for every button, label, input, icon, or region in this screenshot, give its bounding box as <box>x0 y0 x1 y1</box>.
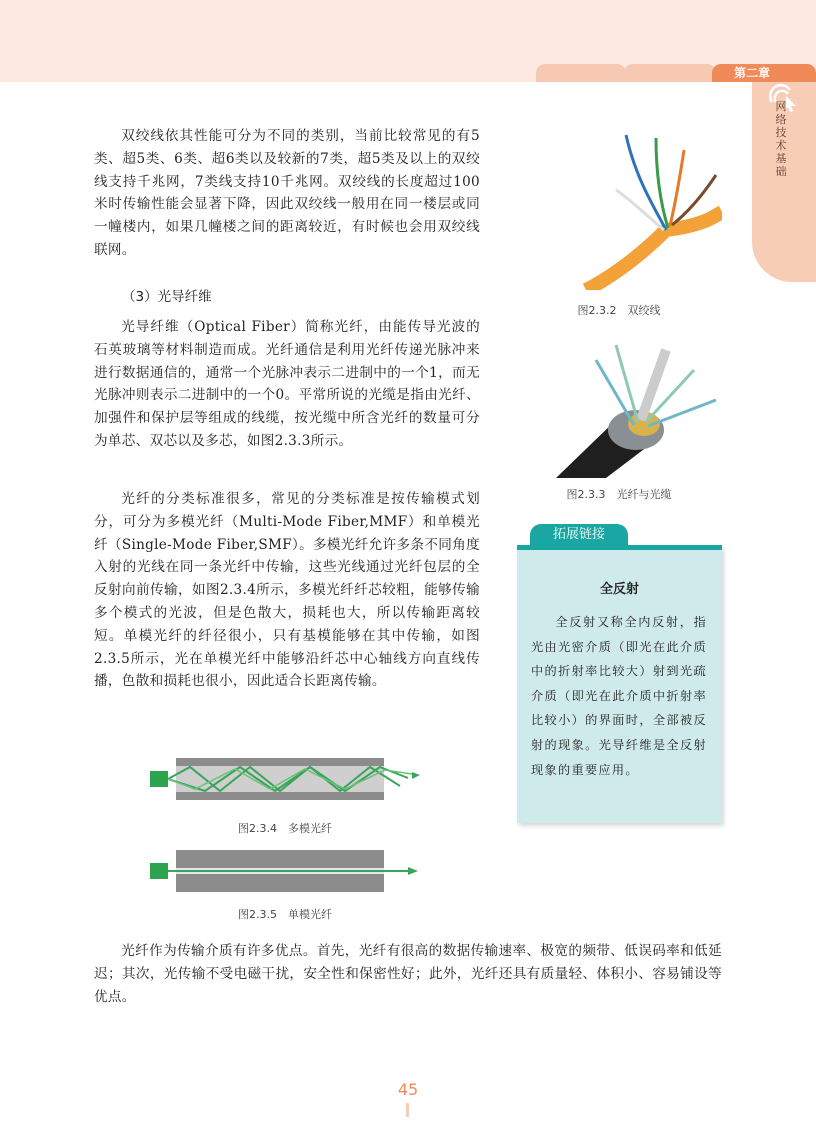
paragraph-twisted-pair <box>94 125 480 262</box>
singlemode-fiber-illustration <box>150 850 420 892</box>
side-chapter-title: 网络技术基础 <box>775 100 787 178</box>
extension-body: 全反射又称全内反射，指光由光密介质（即光在此介质中的折射率比较大）射到光疏介质（即光在此介质中折射率比较小）的界面时，全部被反射的现象。光导纤维是全反射现象的重要应用。 <box>531 615 707 777</box>
extension-link-tab: 拓展链接 <box>530 524 628 546</box>
multimode-fiber-diagram <box>150 756 420 802</box>
fiber-cable-illustration <box>516 330 722 478</box>
twisted-pair-photo <box>516 130 722 290</box>
figure-caption-2-3-3: 图2.3.3 光纤与光缆 <box>566 488 672 501</box>
multimode-fiber-illustration <box>150 756 420 802</box>
chapter-tab-current: 第二章 <box>712 64 816 82</box>
paragraph-fiber-types <box>94 488 480 693</box>
paragraph-text: 光导纤维（Optical Fiber）简称光纤，由能传导光波的石英玻璃等材料制造而成。光纤通信是利用光纤传递光脉冲来进行数据通信的，通常一个光脉冲表示二进制中的一个1，而无光脉冲则表示二进制中的一个0。平常所说的光缆是指由光纤、加强件和保护层等组成的线缆，按光缆中所含光纤的数量可分为单芯、双芯以及多芯，如图2.3.3所示。 <box>94 319 480 449</box>
figure-caption-2-3-4: 图2.3.4 多模光纤 <box>238 822 332 835</box>
figure-caption-2-3-2: 图2.3.2 双绞线 <box>577 304 661 317</box>
figure-caption-2-3-5: 图2.3.5 单模光纤 <box>238 908 332 921</box>
paragraph-text: 光纤的分类标准很多，常见的分类标准是按传输模式划分，可分为多模光纤（Multi-Mode Fiber,MMF）和单模光纤（Single-Mode Fiber,SMF）。多模光纤允许多条不同角度入射的光线在同一条光纤中传输，这些光线通过光纤包层的全反射向前传输，如图2.3.4所示，多模光纤纤芯较粗，能够传输多个模式的光波，但是色散大，损耗也大，所以传输距离较短。单模光纤的纤径很小，只有基模能够在其中传输，如图2.3.5所示，光在单模光纤中能够沿纤芯中心轴线方向直线传播，色散和损耗也很小，因此适合长距离传输。 <box>94 491 480 690</box>
twisted-pair-illustration <box>516 130 722 290</box>
page-number-tick <box>406 1103 409 1117</box>
paragraph-text: 双绞线依其性能可分为不同的类别，当前比较常见的有5类、超5类、6类、超6类以及较新的7类，超5类及以上的双绞线支持千兆网，7类线支持10千兆网。双绞线的长度超过100米时传输性能会显著下降，因此双绞线一般用在同一楼层或同一幢楼内，如果几幢楼之间的距离较近，有时候也会用双绞线联网。 <box>94 128 480 258</box>
extension-title: 全反射 <box>599 582 639 597</box>
chapter-tabs <box>0 64 816 82</box>
paragraph-fiber-advantages <box>94 940 722 1008</box>
chapter-tab-blank-2 <box>624 64 716 82</box>
chapter-tab-blank-1 <box>536 64 626 82</box>
paragraph-optical-fiber <box>94 316 480 453</box>
extension-box <box>517 545 722 823</box>
page-number: 45 <box>397 1080 419 1099</box>
section-subhead: （3）光导纤维 <box>122 289 212 305</box>
side-chapter-panel <box>752 82 816 282</box>
paragraph-text: 光纤作为传输介质有许多优点。首先，光纤有很高的数据传输速率、极宽的频带、低误码率和低延迟；其次，光传输不受电磁干扰，安全性和保密性好；此外，光纤还具有质量轻、体积小、容易铺设等优点。 <box>94 943 722 1005</box>
fiber-cable-photo <box>516 330 722 478</box>
singlemode-fiber-diagram <box>150 850 420 892</box>
